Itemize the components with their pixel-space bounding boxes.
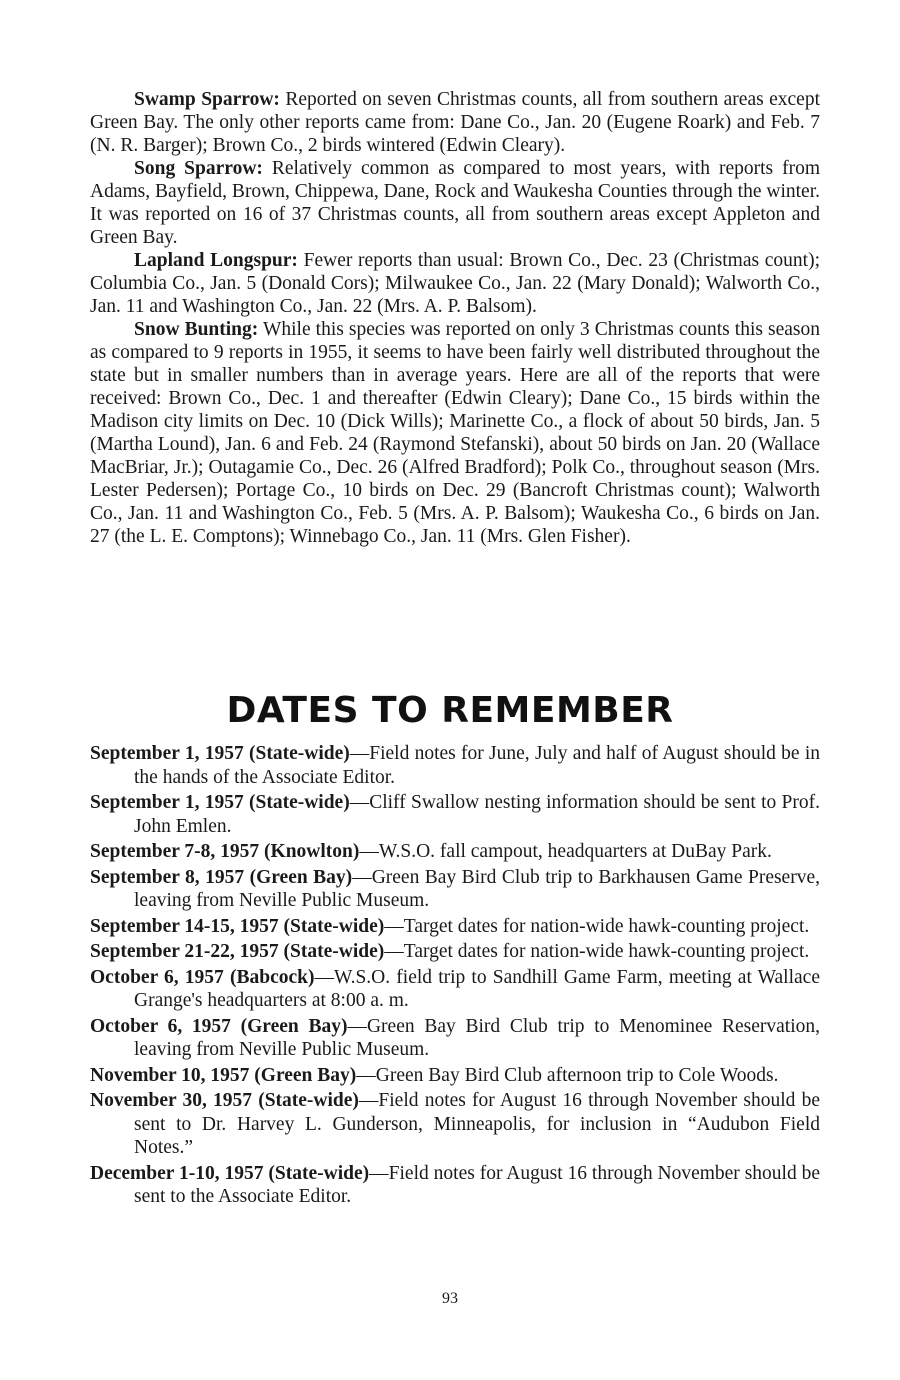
- species-name: Lapland Longspur:: [134, 250, 298, 271]
- date-text: —W.S.O. field trip to Sandhill Game Farm, meeting at Wallace Grange's headquarters at 8:00 a. m.: [134, 966, 820, 1011]
- date-entry: [90, 1015, 820, 1062]
- section-heading: DATES TO REMEMBER: [226, 690, 674, 731]
- date-text: —W.S.O. fall campout, headquarters at DuBay Park.: [359, 841, 772, 862]
- species-paragraph: [90, 318, 820, 548]
- date-label: December 1-10, 1957 (State-wide): [90, 1162, 370, 1184]
- date-label: September 1, 1957 (State-wide): [90, 743, 350, 764]
- date-entry: [90, 791, 820, 838]
- date-text: —Field notes for August 16 through November should be sent to Dr. Harvey L. Gunderson, Minneapolis, for inclusion in “Audubon Field Notes.”: [134, 1090, 820, 1158]
- date-label: September 21-22, 1957 (State-wide): [90, 941, 385, 962]
- date-entry: [90, 1064, 820, 1088]
- date-entry: [90, 840, 820, 864]
- date-entry: [90, 940, 820, 964]
- species-paragraph: [90, 157, 820, 249]
- date-label: September 8, 1957 (Green Bay): [90, 866, 353, 888]
- page-number: 93: [442, 1290, 458, 1307]
- date-text: —Green Bay Bird Club trip to Barkhausen Game Preserve, leaving from Neville Public Museum.: [134, 866, 820, 911]
- species-text: While this species was reported on only 3 Christmas counts this season as compared to 9 reports in 1955, it seems to have been fairly well distributed throughout the state but in smaller numbers than in average years. Here are all of the reports that were received: Brown Co., Dec. 1 and thereafter (Edwin Cleary); Dane Co., 15 birds within the Madison city limits on Dec. 10 (Dick Wills); Marinette Co., a flock of about 50 birds, Jan. 5 (Martha Lound), Jan. 6 and Feb. 24 (Raymond Stefanski), about 50 birds on Jan. 20 (Wallace MacBriar, Jr.); Outagamie Co., Dec. 26 (Alfred Bradford); Polk Co., throughout season (Mrs. Lester Pedersen); Portage Co., 10 birds on Dec. 29 (Bancroft Christmas count); Walworth Co., Jan. 11 and Washington Co., Feb. 5 (Mrs. A. P. Balsom); Waukesha Co., 6 birds on Jan. 27 (the L. E. Comptons); Winnebago Co., Jan. 11 (Mrs. Glen Fisher).: [90, 319, 821, 547]
- date-text: —Cliff Swallow nesting information should be sent to Prof. John Emlen.: [134, 792, 820, 837]
- date-label: September 7-8, 1957 (Knowlton): [90, 841, 360, 862]
- date-entry: [90, 742, 820, 789]
- date-label: October 6, 1957 (Babcock): [90, 966, 315, 988]
- date-text: —Green Bay Bird Club trip to Menominee Reservation, leaving from Neville Public Museum.: [134, 1015, 820, 1060]
- date-label: November 10, 1957 (Green Bay): [90, 1064, 357, 1086]
- species-paragraph: [90, 249, 820, 318]
- date-text: —Target dates for nation-wide hawk-counting project.: [384, 915, 810, 937]
- date-label: October 6, 1957 (Green Bay): [90, 1015, 348, 1037]
- date-entry: [90, 1089, 820, 1160]
- species-text: Fewer reports than usual: Brown Co., Dec. 23 (Christmas count); Columbia Co., Jan. 5 (Donald Cors); Milwaukee Co., Jan. 22 (Mary Donald); Walworth Co., Jan. 11 and Washington Co., Jan. 22 (Mrs. A. P. Balsom).: [90, 250, 820, 317]
- date-text: —Green Bay Bird Club afternoon trip to Cole Woods.: [356, 1064, 779, 1086]
- species-reports: [90, 88, 820, 548]
- date-entry: [90, 915, 820, 939]
- date-label: November 30, 1957 (State-wide): [90, 1090, 359, 1111]
- species-paragraph: [90, 88, 820, 157]
- date-label: September 14-15, 1957 (State-wide): [90, 915, 385, 937]
- species-text: Relatively common as compared to most years, with reports from Adams, Bayfield, Brown, Chippewa, Dane, Rock and Waukesha Counties through the winter. It was reported on 16 of 37 Christmas counts, all from southern areas except Appleton and Green Bay.: [90, 158, 820, 248]
- date-entry: [90, 966, 820, 1013]
- dates-list: [90, 742, 820, 1211]
- date-entry: [90, 866, 820, 913]
- species-name: Swamp Sparrow:: [134, 89, 280, 110]
- species-text: Reported on seven Christmas counts, all from southern areas except Green Bay. The only other reports came from: Dane Co., Jan. 20 (Eugene Roark) and Feb. 7 (N. R. Barger); Brown Co., 2 birds wintered (Edwin Cleary).: [90, 89, 820, 156]
- date-text: —Target dates for nation-wide hawk-counting project.: [384, 941, 810, 962]
- date-entry: [90, 1162, 820, 1209]
- species-name: Song Sparrow:: [134, 158, 263, 179]
- date-label: September 1, 1957 (State-wide): [90, 792, 350, 813]
- date-text: —Field notes for August 16 through November should be sent to the Associate Editor.: [134, 1162, 821, 1207]
- date-text: —Field notes for June, July and half of August should be in the hands of the Associate Editor.: [134, 743, 820, 788]
- species-name: Snow Bunting:: [134, 319, 259, 340]
